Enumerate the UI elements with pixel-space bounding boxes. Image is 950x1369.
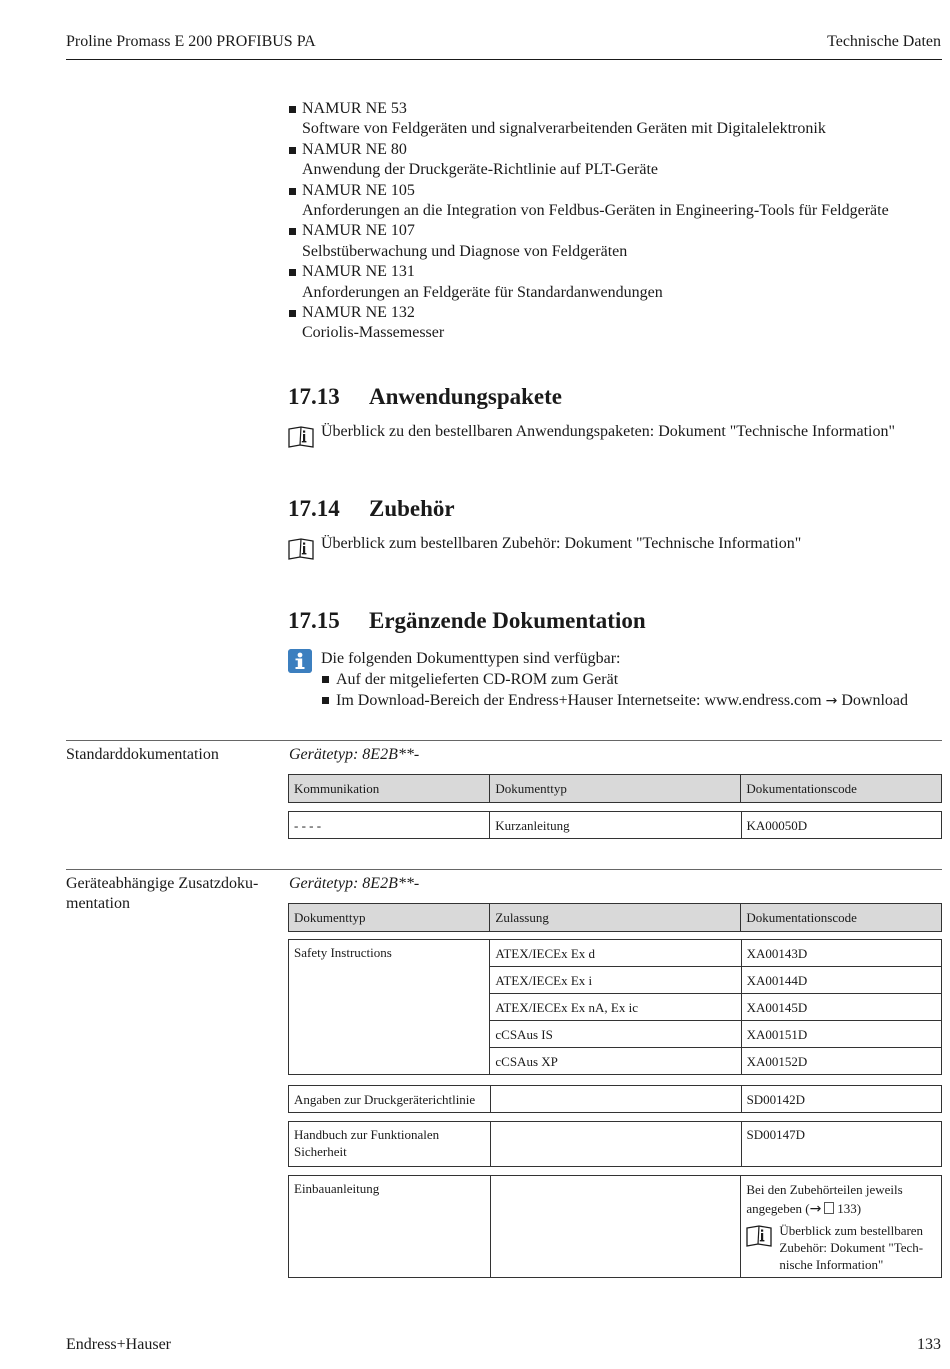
cell-text: ) [856,1201,862,1216]
table-cell: XA00144D [741,967,941,994]
column-header: Dokumentationscode [741,775,942,803]
page-reference[interactable]: 133 [837,1201,857,1216]
list-item-text: Auf der mitgelieferten CD-ROM zum Gerät [336,671,619,688]
list-item [289,140,889,181]
list-item [321,690,908,712]
divider [66,869,942,870]
info-icon [288,649,312,673]
list-item [289,99,889,140]
label-line: Geräteabhängige Zusatzdoku- [66,875,259,892]
device-type-standard: Gerätetyp: 8E2B**- [289,746,420,763]
footer-company: Endress+Hauser [66,1336,171,1353]
table-cell: - - - - [289,812,490,839]
cell-line: Bei den Zubehörteilen jeweils [746,1182,903,1197]
table-cell [741,1176,942,1278]
column-header: Kommunikation [289,775,490,803]
label-line: mentation [66,895,130,912]
install-note [746,1222,936,1273]
column-header: Dokumentationscode [741,904,942,932]
note-line: nische Information" [779,1257,884,1272]
download-text: Download [841,692,908,709]
cell-line [746,1199,936,1219]
cell-text: angegeben ( [746,1201,810,1216]
table-cell [490,1176,741,1278]
note-accessories [288,535,938,565]
cell-line: Sicherheit [294,1144,347,1159]
table-header-additional [288,903,942,932]
list-item [289,262,889,303]
table-cell: XA00145D [741,994,941,1021]
list-item-desc: Coriolis-Massemesser [302,324,445,342]
list-item-desc: Anwendung der Druckgeräte-Richtlinie auf PLT-Geräte [302,161,659,179]
cell-line: Handbuch zur Funktionalen [294,1127,440,1142]
list-item-title: NAMUR NE 53 [302,100,407,117]
label-additional-documentation [66,874,258,914]
table-pressure-directive [288,1085,942,1113]
column-header: Dokumenttyp [289,904,490,932]
table-row [289,1086,942,1113]
list-item-desc: Software von Feldgeräten und signalverarbeitenden Geräten mit Digitalelektronik [302,120,826,138]
table-cell [490,1122,741,1167]
table-safety-instructions [288,939,942,1075]
list-item-desc: Selbstüberwachung und Diagnose von Feldgeräten [302,242,628,260]
table-cell: Angaben zur Druckgeräterichtlinie [289,1086,491,1113]
table-cell [490,1086,741,1113]
table-functional-safety [288,1121,942,1167]
table-cell: SD00147D [741,1122,941,1167]
list-item-text: Im Download-Bereich der Endress+Hauser Internetseite: www.endress.com [336,692,822,709]
column-header: Dokumenttyp [490,775,741,803]
device-type-additional: Gerätetyp: 8E2B**- [289,875,420,892]
book-info-icon [746,1224,772,1248]
label-standard-documentation: Standarddokumentation [66,746,219,763]
section-title: Zubehör [369,496,455,521]
list-item [289,221,889,262]
book-info-icon [288,537,314,561]
table-row [289,940,942,967]
list-item-desc: Anforderungen an die Integration von Feldbus-Geräten in Engineering-Tools für Feldgeräte [302,202,889,220]
header-rule [66,59,942,60]
list-item-title: NAMUR NE 132 [302,304,415,322]
table-installation [288,1175,942,1278]
table-cell: SD00142D [741,1086,941,1113]
header-section: Technische Daten [827,33,941,50]
arrow-icon: → [825,693,838,709]
header-title: Proline Promass E 200 PROFIBUS PA [66,33,316,50]
divider [66,740,942,741]
note-documentation [288,648,942,710]
arrow-icon: → [809,1201,822,1217]
section-title: Anwendungspakete [369,384,562,409]
note-line: Überblick zum bestellbaren [779,1223,924,1238]
list-item-desc: Anforderungen an Feldgeräte für Standardanwendungen [302,283,663,301]
list-item [289,181,889,222]
table-cell [289,1122,491,1167]
table-cell: Einbauanleitung [289,1176,491,1278]
table-row [289,1176,942,1278]
table-row [289,1122,942,1167]
list-item-title: NAMUR NE 131 [302,263,415,281]
list-item-title: NAMUR NE 80 [302,140,407,158]
page-icon [824,1202,834,1214]
table-cell: cCSAus XP [490,1048,741,1075]
section-number: 17.15 [288,608,340,633]
table-cell: cCSAus IS [490,1021,741,1048]
table-row [289,812,942,839]
table-cell: XA00151D [741,1021,941,1048]
section-heading-17-13 [288,384,562,410]
note-intro: Die folgenden Dokumenttypen sind verfügbar: [321,650,621,667]
table-cell: Safety Instructions [289,940,490,1075]
list-item [321,669,908,690]
page-number: 133 [917,1336,941,1353]
section-heading-17-14 [288,496,455,522]
table-standard [288,811,942,839]
section-heading-17-15 [288,608,646,634]
namur-list [289,99,889,344]
table-cell: KA00050D [741,812,941,839]
note-line: Zubehör: Dokument "Tech- [779,1240,924,1255]
table-cell: ATEX/IECEx Ex nA, Ex ic [490,994,741,1021]
list-item [289,303,889,344]
table-cell: ATEX/IECEx Ex d [490,940,741,967]
book-info-icon [288,425,314,449]
list-item-title: NAMUR NE 105 [302,181,415,199]
section-number: 17.13 [288,384,340,409]
table-cell: Kurzanleitung [490,812,741,839]
column-header: Zulassung [490,904,741,932]
note-text: Überblick zum bestellbaren Zubehör: Dokument "Technische Information" [321,535,802,552]
note-application-packages [288,423,938,453]
table-cell: XA00152D [741,1048,941,1075]
list-item-title: NAMUR NE 107 [302,222,415,240]
table-header-standard [288,774,942,803]
note-text: Überblick zu den bestellbaren Anwendungspaketen: Dokument "Technische Information" [321,423,895,440]
table-cell: ATEX/IECEx Ex i [490,967,741,994]
section-title: Ergänzende Dokumentation [369,608,646,633]
section-number: 17.14 [288,496,340,521]
table-cell: XA00143D [741,940,941,967]
